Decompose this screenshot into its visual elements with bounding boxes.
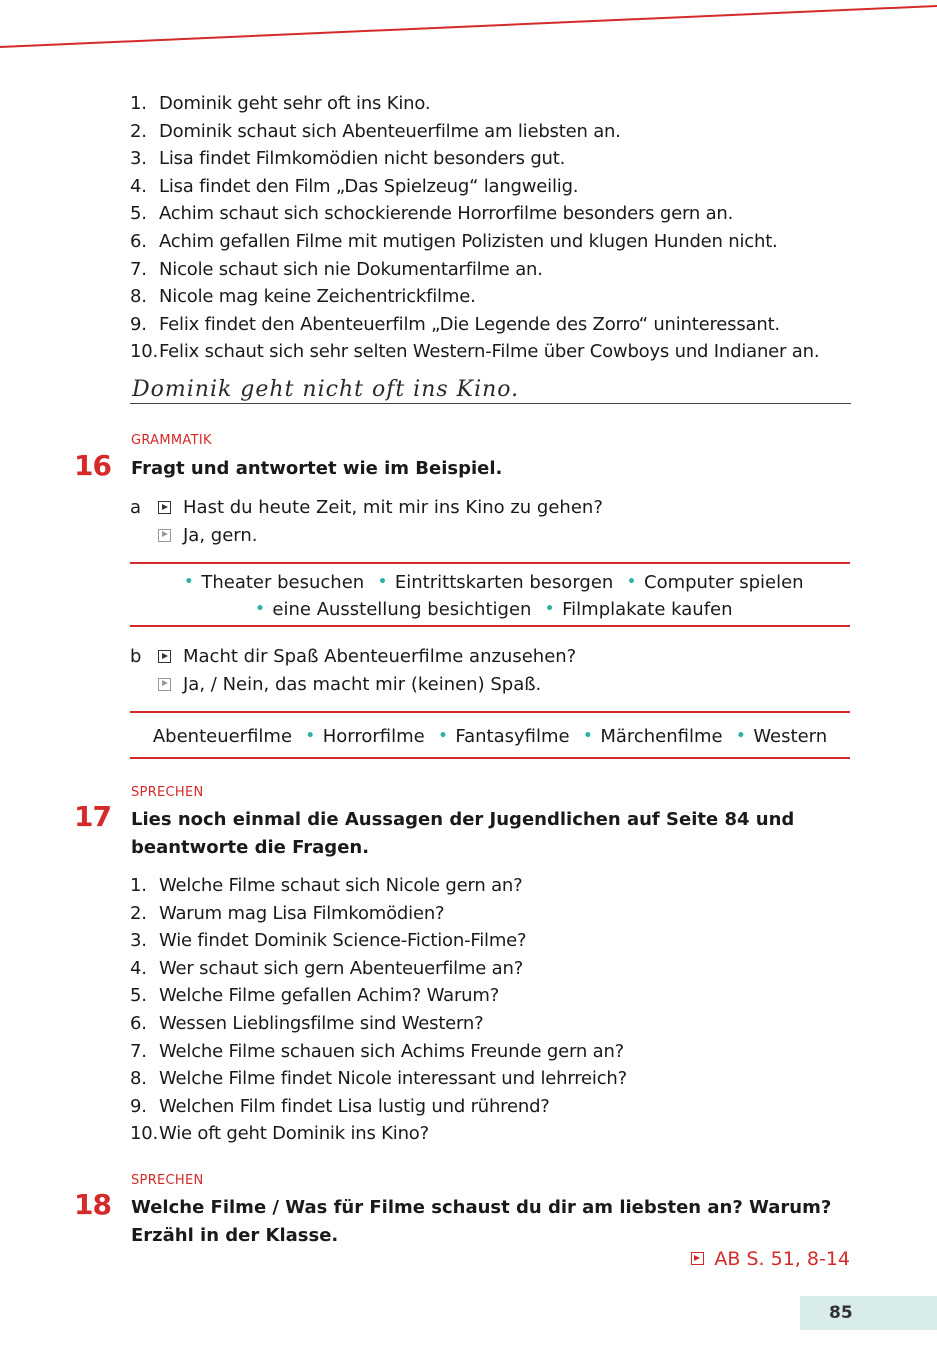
list-item: [130, 173, 819, 201]
ex18-tag: SPRECHEN: [131, 1173, 204, 1188]
list-item-text: Dominik geht sehr oft ins Kino.: [159, 93, 431, 114]
list-item-text: Nicole schaut sich nie Dokumentarfilme an.: [159, 258, 543, 280]
list-item: [130, 1093, 627, 1121]
list-item-text: Dominik schaut sich Abenteuerfilme am liebsten an.: [159, 120, 621, 142]
play-icon: [158, 529, 171, 542]
ex17-tag: SPRECHEN: [131, 785, 204, 800]
list-item: [130, 927, 627, 955]
list-item: [130, 228, 819, 256]
list-item-number: 2.: [130, 120, 147, 142]
list-item-number: 10.: [130, 341, 159, 363]
list-item: [130, 1065, 627, 1093]
list-item-number: 7.: [130, 258, 147, 280]
ex16-number: 16: [74, 449, 111, 482]
ex17-questions-list: [130, 872, 627, 1148]
list-item: [130, 900, 627, 928]
example-answer-line: [130, 373, 851, 404]
list-item-text: Wer schaut sich gern Abenteuerfilme an?: [159, 957, 524, 979]
box-b-item: Fantasyfilme: [455, 726, 570, 747]
arrow-box-icon: [691, 1252, 704, 1265]
play-icon: [158, 501, 171, 514]
list-item: [130, 338, 819, 366]
list-item: [130, 311, 819, 339]
ex16-b-answer: Ja, / Nein, das macht mir (keinen) Spaß.: [183, 673, 542, 695]
ex16-dialog-b: [130, 643, 576, 698]
workbook-reference[interactable]: [691, 1248, 850, 1270]
list-item: [130, 1038, 627, 1066]
list-item-text: Welche Filme findet Nicole interessant und lehrreich?: [159, 1068, 627, 1090]
ex16-b-question: Macht dir Spaß Abenteuerfilme anzusehen?: [183, 646, 577, 667]
box-b-item: Märchenfilme: [600, 726, 723, 747]
list-item-number: 6.: [130, 1012, 147, 1034]
ex16-box-a: • Theater besuchen • Eintrittskarten besorgen • Computer spielen • eine Ausstellung besichtigen • Filmplakate kaufen: [130, 562, 850, 627]
list-item-number: 1.: [130, 93, 147, 114]
ex16-a-question: Hast du heute Zeit, mit mir ins Kino zu gehen?: [183, 497, 603, 518]
list-item-text: Lisa findet Filmkomödien nicht besonders gut.: [159, 148, 566, 170]
box-a-item: eine Ausstellung besichtigen: [272, 599, 532, 620]
list-item-text: Warum mag Lisa Filmkomödien?: [159, 902, 445, 924]
list-item-text: Nicole mag keine Zeichentrickfilme.: [159, 286, 476, 308]
ex17-title: Lies noch einmal die Aussagen der Jugendlichen auf Seite 84 und beantworte die Fragen.: [131, 809, 795, 858]
list-item: [130, 145, 819, 173]
box-b-item: Horrorfilme: [322, 726, 425, 747]
list-item: [130, 90, 819, 118]
ex16-a-letter: a: [130, 497, 142, 518]
statements-list: [130, 90, 819, 366]
list-item: [130, 256, 819, 284]
ex18-number: 18: [74, 1188, 111, 1221]
ex16-box-b: Abenteuerfilme • Horrorfilme • Fantasyfilme • Märchenfilme • Western: [130, 711, 850, 759]
list-item: [130, 982, 627, 1010]
list-item-number: 8.: [130, 1068, 147, 1090]
ex16-title: Fragt und antwortet wie im Beispiel.: [131, 458, 503, 479]
list-item: [130, 118, 819, 146]
list-item-text: Welche Filme schauen sich Achims Freunde gern an?: [159, 1040, 625, 1062]
list-item-number: 3.: [130, 930, 147, 952]
play-icon: [158, 650, 171, 663]
list-item-number: 8.: [130, 286, 147, 308]
list-item-number: 1.: [130, 875, 147, 896]
list-item-text: Achim schaut sich schockierende Horrorfilme besonders gern an.: [159, 203, 734, 225]
list-item-text: Wessen Lieblingsfilme sind Western?: [159, 1012, 484, 1034]
list-item-number: 4.: [130, 957, 147, 979]
list-item-text: Welchen Film findet Lisa lustig und rührend?: [159, 1095, 550, 1117]
list-item-number: 5.: [130, 203, 147, 225]
list-item-text: Felix schaut sich sehr selten Western-Filme über Cowboys und Indianer an.: [159, 341, 820, 363]
list-item-text: Welche Filme gefallen Achim? Warum?: [159, 985, 500, 1007]
box-a-item: Eintrittskarten besorgen: [394, 572, 614, 593]
box-a-item: Theater besuchen: [201, 572, 365, 593]
list-item-number: 5.: [130, 985, 147, 1007]
list-item: [130, 200, 819, 228]
page-number: 85: [829, 1303, 853, 1323]
play-icon: [158, 678, 171, 691]
top-red-rule: [0, 0, 937, 60]
list-item-number: 2.: [130, 902, 147, 924]
list-item: [130, 872, 627, 900]
list-item-text: Wie findet Dominik Science-Fiction-Filme?: [159, 930, 527, 952]
list-item: [130, 1120, 627, 1148]
box-a-item: Computer spielen: [644, 572, 804, 593]
box-b-item: Abenteuerfilme: [152, 726, 293, 747]
box-a-item: Filmplakate kaufen: [562, 599, 733, 620]
list-item-text: Wie oft geht Dominik ins Kino?: [159, 1123, 429, 1145]
list-item-number: 7.: [130, 1040, 147, 1062]
list-item-number: 9.: [130, 313, 147, 335]
ex16-dialog-a: [130, 494, 603, 549]
list-item: [130, 283, 819, 311]
ex17-number: 17: [74, 800, 111, 833]
list-item-text: Felix findet den Abenteuerfilm „Die Legende des Zorro“ uninteressant.: [159, 313, 780, 335]
list-item-text: Welche Filme schaut sich Nicole gern an?: [159, 875, 523, 896]
list-item-number: 4.: [130, 175, 147, 197]
page-number-box: [800, 1296, 937, 1330]
list-item-number: 6.: [130, 230, 147, 252]
box-b-item: Western: [753, 726, 828, 747]
list-item-number: 9.: [130, 1095, 147, 1117]
ex18-title: Welche Filme / Was für Filme schaust du dir am liebsten an? Warum? Erzähl in der Klasse.: [131, 1197, 832, 1246]
list-item-text: Lisa findet den Film „Das Spielzeug“ langweilig.: [159, 175, 579, 197]
example-answer: Dominik geht nicht oft ins Kino.: [132, 377, 520, 402]
list-item: [130, 1010, 627, 1038]
list-item-text: Achim gefallen Filme mit mutigen Polizisten und klugen Hunden nicht.: [159, 230, 778, 252]
ex16-b-letter: b: [130, 646, 142, 667]
ex16-a-answer: Ja, gern.: [183, 524, 258, 546]
ex16-tag: GRAMMATIK: [131, 433, 212, 448]
list-item: [130, 955, 627, 983]
workbook-reference-label: AB S. 51, 8-14: [714, 1248, 850, 1270]
list-item-number: 10.: [130, 1123, 159, 1145]
list-item-number: 3.: [130, 148, 147, 170]
